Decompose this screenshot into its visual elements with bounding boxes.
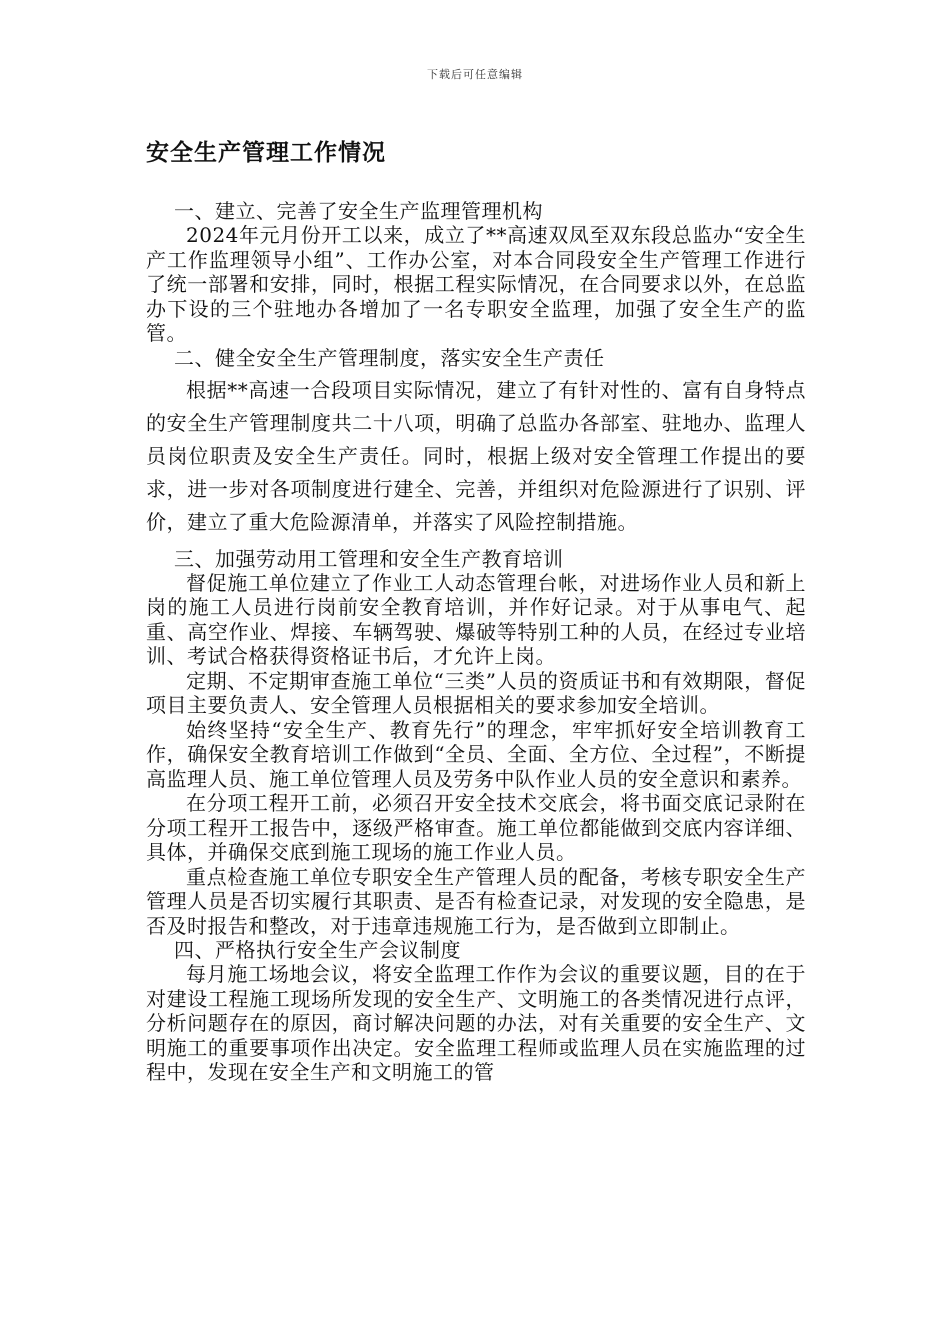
paragraph-8: 在分项工程开工前，必须召开安全技术交底会，将书面交底记录附在分项工程开工报告中，逐级严格审查。施工单位都能做到交底内容详细、具体，并确保交底到施工现场的施工作业人员。 (146, 791, 806, 864)
paragraph-5: 督促施工单位建立了作业工人动态管理台帐，对进场作业人员和新上岗的施工人员进行岗前安全教育培训，并作好记录。对于从事电气、起重、高空作业、焊接、车辆驾驶、爆破等特别工种的人员，在经过专业培训、考试合格获得资格证书后，才允许上岗。 (146, 570, 806, 668)
header-note: 下载后可任意编辑 (427, 68, 523, 81)
document-title: 安全生产管理工作情况 (146, 139, 386, 166)
paragraph-3: 根据**高速一合段项目实际情况，建立了有针对性的、富有自身特点的安全生产管理制度共二十八项，明确了总监办各部室、驻地办、监理人员岗位职责及安全生产责任。同时，根据上级对安全管理工作提出的要求，进一步对各项制度进行建全、完善，并组织对危险源进行了识别、评价，建立了重大危险源清单，并落实了风险控制措施。 (146, 377, 806, 534)
paragraph-1: 2024年元月份开工以来，成立了**高速双凤至双东段总监办“安全生产工作监理领导小组”、工作办公室，对本合同段安全生产管理工作进行了统一部署和安排，同时，根据工程实际情况，在合同要求以外，在总监办下设的三个驻地办各增加了一名专职安全监理，加强了安全生产的监管。 (146, 223, 806, 345)
paragraph-6: 定期、不定期审查施工单位“三类”人员的资质证书和有效期限，督促项目主要负责人、安全管理人员根据相关的要求参加安全培训。 (146, 668, 806, 717)
paragraph-9: 重点检查施工单位专职安全生产管理人员的配备，考核专职安全生产管理人员是否切实履行其职责、是否有检查记录，对发现的安全隐患，是否及时报告和整改，对于违章违规施工行为，是否做到立即制止。 (146, 864, 806, 938)
paragraph-0: 一、建立、完善了安全生产监理管理机构 (174, 199, 543, 223)
paragraph-10: 四、严格执行安全生产会议制度 (174, 938, 461, 962)
paragraph-11: 每月施工场地会议，将安全监理工作作为会议的重要议题，目的在于对建设工程施工现场所发现的安全生产、文明施工的各类情况进行点评，分析问题存在的原因，商讨解决问题的办法，对有关重要的安全生产、文明施工的重要事项作出决定。安全监理工程师或监理人员在实施监理的过程中，发现在安全生产和文明施工的管 (146, 962, 806, 1084)
paragraph-2: 二、健全安全生产管理制度，落实安全生产责任 (174, 345, 605, 370)
paragraph-4: 三、加强劳动用工管理和安全生产教育培训 (174, 546, 564, 571)
document-body (146, 199, 806, 1085)
paragraph-7: 始终坚持“安全生产、教育先行”的理念，牢牢抓好安全培训教育工作，确保安全教育培训工作做到“全员、全面、全方位、全过程”，不断提高监理人员、施工单位管理人员及劳务中队作业人员的安全意识和素养。 (146, 717, 806, 791)
